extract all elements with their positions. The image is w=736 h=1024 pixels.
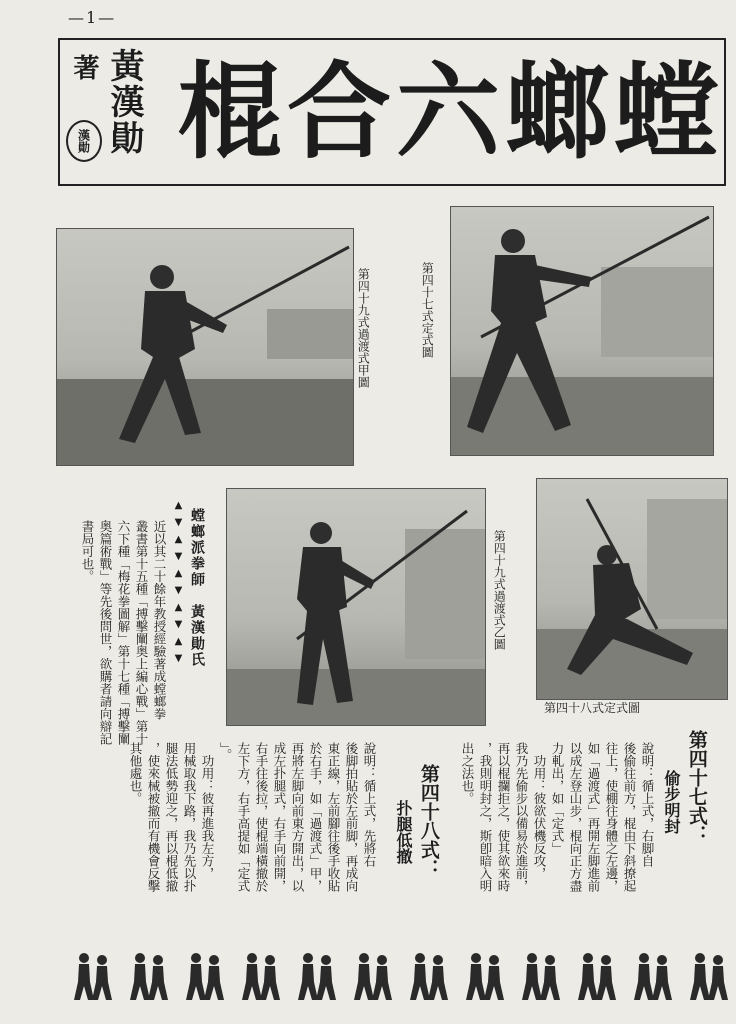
section-48-subheading: 扑腿低撤 — [394, 800, 413, 864]
title-char: 合 — [286, 50, 391, 173]
photo-form-49a — [56, 228, 354, 466]
bio-line: 近以其二十餘年教授經驗著成螳螂拳 — [152, 520, 167, 720]
section-48-line: 用械取我下路，我乃先以扑 — [182, 742, 197, 892]
section-48-line: 其他處也。 — [128, 742, 143, 805]
title-char: 螳 — [613, 50, 718, 173]
section-47-subheading: 偷步明封 — [662, 770, 681, 834]
title-char: 六 — [395, 50, 500, 173]
title-char: 棍 — [178, 50, 283, 173]
section-47-line: 再以棍攔拒之，使其欲來時 — [496, 742, 511, 892]
section-48-line: 左下方，右手高提如「定式 — [236, 742, 251, 892]
bio-line: 奥篇術戰」等先後問世，欲購者請向辯記 — [98, 520, 113, 745]
photo-caption: 第四十九式過渡式甲圖 — [356, 268, 371, 388]
section-47-line: 後偷往前方，棍由下斜撩起 — [622, 742, 637, 892]
photo-caption: 第四十九式過渡式乙圖 — [492, 530, 507, 650]
section-48-line: 功用：彼再進我左方， — [200, 742, 215, 880]
section-48-line: 東正線，左前腳往後手收貼 — [326, 742, 341, 892]
figure-with-staff-icon — [57, 229, 353, 465]
author-seal: 漢勛 — [66, 120, 102, 162]
section-48-line: 腿法低勢迎之，再以棍低撤 — [164, 742, 179, 892]
section-47-heading: 第四十七式： — [685, 730, 708, 844]
bio-ornament: ▲▼▲▼▲▼▲▼▲▼ — [173, 500, 184, 670]
fighter-figures-strip-icon — [70, 950, 736, 1002]
section-48-line: 於右手，如「過渡式」甲， — [308, 742, 323, 892]
section-48-line: 成左扑腿式，右手向前開， — [272, 742, 287, 892]
photo-form-48 — [536, 478, 728, 700]
photo-form-49b — [226, 488, 486, 726]
photo-caption: 第四十八式定式圖 — [544, 701, 641, 715]
section-47-line: 說明：循上式，右脚自 — [640, 742, 655, 867]
photo-caption: 第四十七式定式圖 — [420, 262, 435, 358]
figure-with-staff-icon — [451, 207, 713, 455]
section-47-line: 出之法也。 — [460, 742, 475, 805]
section-48-line: ，使來械被撤而有機會反擊 — [146, 742, 161, 892]
section-47-line: ，我則明封之，斯卽暗入明 — [478, 742, 493, 892]
title-char: 螂 — [504, 50, 609, 173]
title-box — [58, 38, 726, 186]
section-48-line: 說明：循上式，先將右 — [362, 742, 377, 867]
photo-form-47 — [450, 206, 714, 456]
section-47-line: 以成左登山步，棍向正方盡 — [568, 742, 583, 892]
bio-title: 螳螂派拳師 黃漢勛氏 — [189, 508, 205, 668]
page-number: —1— — [68, 8, 117, 27]
figure-with-staff-icon — [537, 479, 727, 699]
section-47-line: 力軋出，如「定式」 — [550, 742, 565, 855]
section-48-line: 右手往後拉，使棍端橫撤於 — [254, 742, 269, 892]
page-title — [178, 46, 718, 178]
author-suffix: 著 — [69, 54, 99, 80]
section-47-line: 功用：彼欲伏機反攻， — [532, 742, 547, 880]
section-47-line: 我乃先偷步以備易於進前， — [514, 742, 529, 892]
bio-line: 六下種「梅花拳圖解」第十七種「搏擊闡 — [116, 520, 131, 745]
section-48-line: 後脚拍貼於左前脚，再成向 — [344, 742, 359, 892]
section-47-line: 往上，使棚往身體之左邊， — [604, 742, 619, 892]
author-name: 黃漢勛 — [104, 48, 144, 156]
bio-line: 書局可也。 — [80, 520, 95, 583]
bio-line: 叢書第十五種「搏擊闡奥上編心戰」第十 — [134, 520, 149, 745]
section-47-line: 如「過渡式」再開左脚進前 — [586, 742, 601, 892]
section-48-line: 」。 — [218, 742, 233, 761]
figure-with-staff-icon — [227, 489, 485, 725]
section-48-heading: 第四十八式： — [417, 764, 440, 878]
section-48-line: 再將左脚向前東方開出，以 — [290, 742, 305, 892]
